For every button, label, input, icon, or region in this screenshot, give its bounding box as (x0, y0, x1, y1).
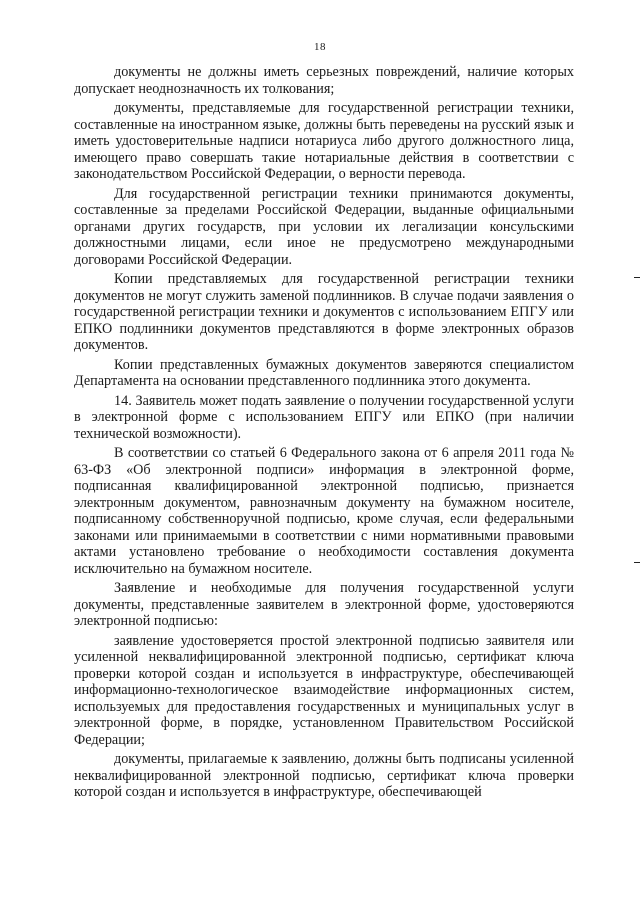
margin-mark (634, 562, 640, 563)
page-number: 18 (314, 41, 326, 53)
margin-mark (634, 277, 640, 278)
paragraph: Копии представленных бумажных документов заверяются специалистом Департамента на основании представленного подлинника этого документа. (74, 356, 574, 389)
paragraph: документы, представляемые для государственной регистрации техники, составленные на иностранном языке, должны быть переведены на русский язык и иметь удостоверительные надписи нотариуса либо другого должностного лица, имеющего право совершать такие нотариальные действия в соответствии с законодательством Российской Федерации, о верности перевода. (74, 100, 574, 182)
paragraph: документы, прилагаемые к заявлению, должны быть подписаны усиленной неквалифицированной электронной подписью, сертификат ключа проверки которой создан и используется в инфраструктуре, обеспечивающей (74, 751, 574, 800)
paragraph: заявление удостоверяется простой электронной подписью заявителя или усиленной неквалифицированной электронной подписью, сертификат ключа проверки которой создан и используется в инфраструктуре, обеспечивающей информационно-технологическое взаимодействие информационных систем, используемых для предоставления государственных и муниципальных услуг в электронной форме, в порядке, установленном Правительством Российской Федерации; (74, 632, 574, 748)
paragraph: документы не должны иметь серьезных повреждений, наличие которых допускает неоднозначность их толкования; (74, 64, 574, 97)
paragraph: 14. Заявитель может подать заявление о получении государственной услуги в электронной форме с использованием ЕПГУ или ЕПКО (при наличии технической возможности). (74, 392, 574, 442)
paragraph: Копии представляемых для государственной регистрации техники документов не могут служить заменой подлинников. В случае подачи заявления о государственной регистрации техники и документов с использованием ЕПГУ или ЕПКО подлинники документов представляются в форме электронных образов документов. (74, 271, 574, 353)
document-body (74, 64, 574, 804)
paragraph: Для государственной регистрации техники принимаются документы, составленные за пределами Российской Федерации, выданные официальными органами других государств, при условии их легализации консульскими должностными лицами, если иное не предусмотрено международными договорами Российской Федерации. (74, 185, 574, 268)
paragraph: В соответствии со статьей 6 Федерального закона от 6 апреля 2011 года № 63-ФЗ «Об электронной подписи» информация в электронной форме, подписанная квалифицированной электронной подписью, признается электронным документом, равнозначным документу на бумажном носителе, подписанному собственноручной подписью, кроме случая, если федеральными законами или принимаемыми в соответствии с ними нормативными правовыми актами установлено требование о необходимости составления документа исключительно на бумажном носителе. (74, 445, 574, 577)
paragraph: Заявление и необходимые для получения государственной услуги документы, представленные заявителем в электронной форме, удостоверяются электронной подписью: (74, 580, 574, 629)
